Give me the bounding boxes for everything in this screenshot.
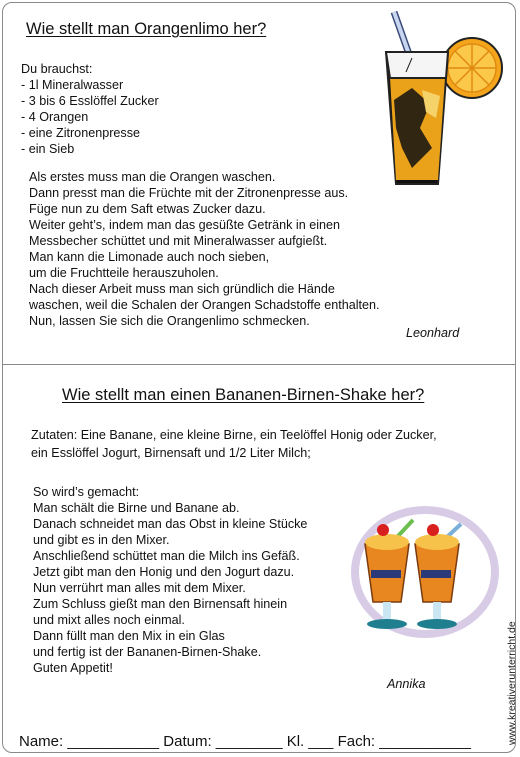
instructions-1: [29, 169, 380, 329]
instruction-line: und gibt es in den Mixer.: [33, 533, 170, 547]
author-leonhard: Leonhard: [406, 326, 460, 340]
instruction-line: und fertig ist der Bananen-Birnen-Shake.: [33, 645, 262, 659]
orangenlimo-title: Wie stellt man Orangenlimo her?: [26, 20, 267, 38]
instruction-line: Man schält die Birne und Banane ab.: [33, 501, 240, 515]
needs-heading: Du brauchst:: [21, 62, 93, 76]
shake-title: Wie stellt man einen Bananen-Birnen-Shake her?: [62, 386, 425, 404]
footer-fields: Name: ___________ Datum: ________ Kl. ___ Fach: ___________: [19, 733, 472, 750]
instruction-line: Nun verrührt man alles mit dem Mixer.: [33, 581, 246, 595]
list-item: - 3 bis 6 Esslöffel Zucker: [21, 94, 159, 108]
author-annika: Annika: [387, 677, 426, 691]
list-item: - eine Zitronenpresse: [21, 126, 141, 140]
instruction-line: Messbecher schüttet und mit Mineralwasser aufgießt.: [29, 234, 328, 248]
instruction-line: Zum Schluss gießt man den Birnensaft hinein: [33, 597, 288, 611]
instruction-line: Guten Appetit!: [33, 661, 113, 675]
instruction-line: Anschließend schüttet man die Milch ins Gefäß.: [33, 549, 300, 563]
lemonade-glass-illustration: [372, 8, 520, 188]
ingredients-2: [31, 426, 437, 462]
instruction-line: Dann presst man die Früchte mit der Zitronenpresse aus.: [29, 186, 349, 200]
section-divider: [3, 364, 515, 365]
shake-glasses-illustration: [325, 500, 505, 650]
instruction-line: Man kann die Limonade auch noch sieben,: [29, 250, 270, 264]
ingredients-line: ein Esslöffel Jogurt, Birnensaft und 1/2 Liter Milch;: [31, 446, 311, 460]
instructions-2: [33, 484, 307, 676]
list-item: - ein Sieb: [21, 142, 75, 156]
ingredients-line: Zutaten: Eine Banane, eine kleine Birne, ein Teelöffel Honig oder Zucker,: [31, 428, 437, 442]
instruction-line: Nun, lassen Sie sich die Orangenlimo schmecken.: [29, 314, 310, 328]
instruction-line: Danach schneidet man das Obst in kleine Stücke: [33, 517, 308, 531]
instruction-line: Weiter geht’s, indem man das gesüßte Getränk in einen: [29, 218, 341, 232]
website-watermark: www.kreativerunterricht.de: [506, 621, 518, 745]
list-item: - 4 Orangen: [21, 110, 89, 124]
instruction-line: Füge nun zu dem Saft etwas Zucker dazu.: [29, 202, 266, 216]
instruction-line: So wird’s gemacht:: [33, 485, 140, 499]
instruction-line: Als erstes muss man die Orangen waschen.: [29, 170, 276, 184]
list-item: - 1l Mineralwasser: [21, 78, 124, 92]
ingredients-list-1: [21, 61, 159, 157]
instruction-line: um die Fruchtteile herauszuholen.: [29, 266, 219, 280]
instruction-line: Nach dieser Arbeit muss man sich gründlich die Hände: [29, 282, 335, 296]
instruction-line: und mixt alles noch einmal.: [33, 613, 185, 627]
instruction-line: Jetzt gibt man den Honig und den Jogurt dazu.: [33, 565, 295, 579]
instruction-line: Dann füllt man den Mix in ein Glas: [33, 629, 225, 643]
instruction-line: waschen, weil die Schalen der Orangen Schadstoffe enthalten.: [29, 298, 380, 312]
